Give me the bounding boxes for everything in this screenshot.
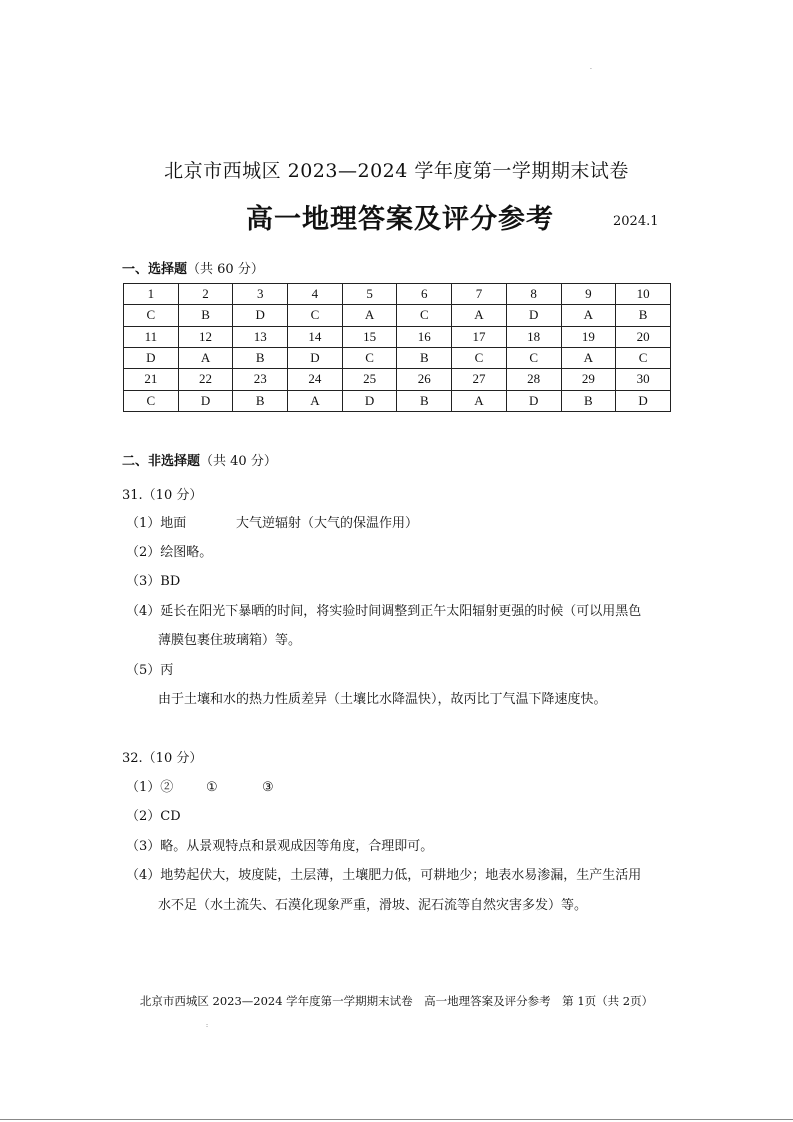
subject-title: 高一地理答案及评分参考 (246, 204, 554, 235)
question-number-cell: 22 (178, 369, 233, 390)
section1-points: （共 60 分） (187, 262, 264, 277)
q31-answer4-line1: （4）延长在阳光下暴晒的时间，将实验时间调整到正午太阳辐射更强的时候（可以用黑色 (126, 604, 642, 619)
question-number-row (124, 369, 671, 390)
answer-cell: A (452, 305, 507, 326)
answer-cell: B (233, 347, 288, 368)
q31-answer1-label: （1）地面 (126, 516, 187, 531)
answer-cell: A (288, 390, 343, 411)
question-number-cell: 2 (178, 284, 233, 305)
scan-dot: : (206, 1022, 209, 1029)
q32-answer2: （2）CD (126, 809, 181, 824)
answer-cell: A (561, 347, 616, 368)
question-number-cell: 29 (561, 369, 616, 390)
exam-title: 北京市西城区 2023—2024 学年度第一学期期末试卷 (164, 160, 629, 182)
question-number-cell: 6 (397, 284, 452, 305)
question-number-cell: 20 (616, 326, 671, 347)
answer-cell: B (397, 347, 452, 368)
question-number-cell: 27 (452, 369, 507, 390)
answer-cell: A (452, 390, 507, 411)
exam-date: 2024.1 (613, 214, 659, 229)
question-number-cell: 15 (342, 326, 397, 347)
question-number-cell: 19 (561, 326, 616, 347)
q32-answer4-line1: （4）地势起伏大，坡度陡，土层薄，土壤肥力低，可耕地少；地表水易渗漏，生产生活用 (126, 868, 642, 883)
question-number-row (124, 326, 671, 347)
section2-title: 二、非选择题 (122, 454, 201, 469)
answer-row (124, 347, 671, 368)
question-number-cell: 13 (233, 326, 288, 347)
q31-heading: 31.（10 分） (122, 488, 203, 503)
answer-cell: D (233, 305, 288, 326)
q32-answer1-c: ③ (262, 780, 274, 795)
answer-cell: C (124, 305, 179, 326)
question-number-cell: 30 (616, 369, 671, 390)
q32-answer4-line2: 水不足（水土流失、石漠化现象严重，滑坡、泥石流等自然灾害多发）等。 (158, 898, 588, 913)
q31-answer3: （3）BD (126, 574, 181, 589)
page-footer: 北京市西城区 2023—2024 学年度第一学期期末试卷 高一地理答案及评分参考 第 1页（共 2页） (139, 994, 654, 1008)
answer-cell: D (342, 390, 397, 411)
question-number-cell: 3 (233, 284, 288, 305)
answer-cell: B (561, 390, 616, 411)
q32-answer1-b: ① (206, 780, 218, 795)
q31-answer4-line2: 薄膜包裹住玻璃箱）等。 (158, 633, 302, 648)
question-number-cell: 10 (616, 284, 671, 305)
question-number-cell: 16 (397, 326, 452, 347)
question-number-cell: 5 (342, 284, 397, 305)
q32-heading: 32.（10 分） (122, 751, 203, 766)
q31-answer5-detail: 由于土壤和水的热力性质差异（土壤比水降温快），故丙比丁气温下降速度快。 (158, 692, 607, 707)
question-number-cell: 21 (124, 369, 179, 390)
answer-cell: C (397, 305, 452, 326)
answer-cell: A (342, 305, 397, 326)
answer-table (123, 283, 671, 412)
q31-answer1: 大气逆辐射（大气的保温作用） (236, 516, 419, 531)
answer-row (124, 390, 671, 411)
question-number-cell: 4 (288, 284, 343, 305)
question-number-row (124, 284, 671, 305)
question-number-cell: 25 (342, 369, 397, 390)
answer-cell: D (506, 305, 561, 326)
scan-dot: . (590, 64, 592, 71)
answer-cell: B (397, 390, 452, 411)
answer-cell: D (288, 347, 343, 368)
question-number-cell: 11 (124, 326, 179, 347)
question-number-cell: 14 (288, 326, 343, 347)
answer-cell: A (178, 347, 233, 368)
answer-cell: D (506, 390, 561, 411)
question-number-cell: 18 (506, 326, 561, 347)
section2-heading (122, 450, 277, 469)
answer-cell: C (342, 347, 397, 368)
answer-cell: C (452, 347, 507, 368)
answer-row (124, 305, 671, 326)
question-number-cell: 24 (288, 369, 343, 390)
question-number-cell: 8 (506, 284, 561, 305)
section1-title: 一、选择题 (122, 262, 188, 277)
question-number-cell: 17 (452, 326, 507, 347)
q32-answer1-label: （1）② (126, 780, 174, 795)
question-number-cell: 12 (178, 326, 233, 347)
answer-cell: C (506, 347, 561, 368)
question-number-cell: 23 (233, 369, 288, 390)
answer-cell: C (124, 390, 179, 411)
answer-cell: C (616, 347, 671, 368)
q31-answer2: （2）绘图略。 (126, 545, 213, 560)
answer-cell: D (178, 390, 233, 411)
q31-answer5: （5）丙 (126, 663, 174, 678)
answer-cell: B (233, 390, 288, 411)
page-bottom-rule (0, 1119, 793, 1120)
q32-answer3: （3）略。从景观特点和景观成因等角度，合理即可。 (126, 839, 434, 854)
question-number-cell: 1 (124, 284, 179, 305)
answer-cell: D (124, 347, 179, 368)
question-number-cell: 7 (452, 284, 507, 305)
answer-cell: D (616, 390, 671, 411)
answer-cell: C (288, 305, 343, 326)
answer-cell: A (561, 305, 616, 326)
question-number-cell: 9 (561, 284, 616, 305)
question-number-cell: 28 (506, 369, 561, 390)
section1-heading (122, 258, 264, 277)
answer-cell: B (616, 305, 671, 326)
question-number-cell: 26 (397, 369, 452, 390)
answer-cell: B (178, 305, 233, 326)
section2-points: （共 40 分） (200, 454, 277, 469)
